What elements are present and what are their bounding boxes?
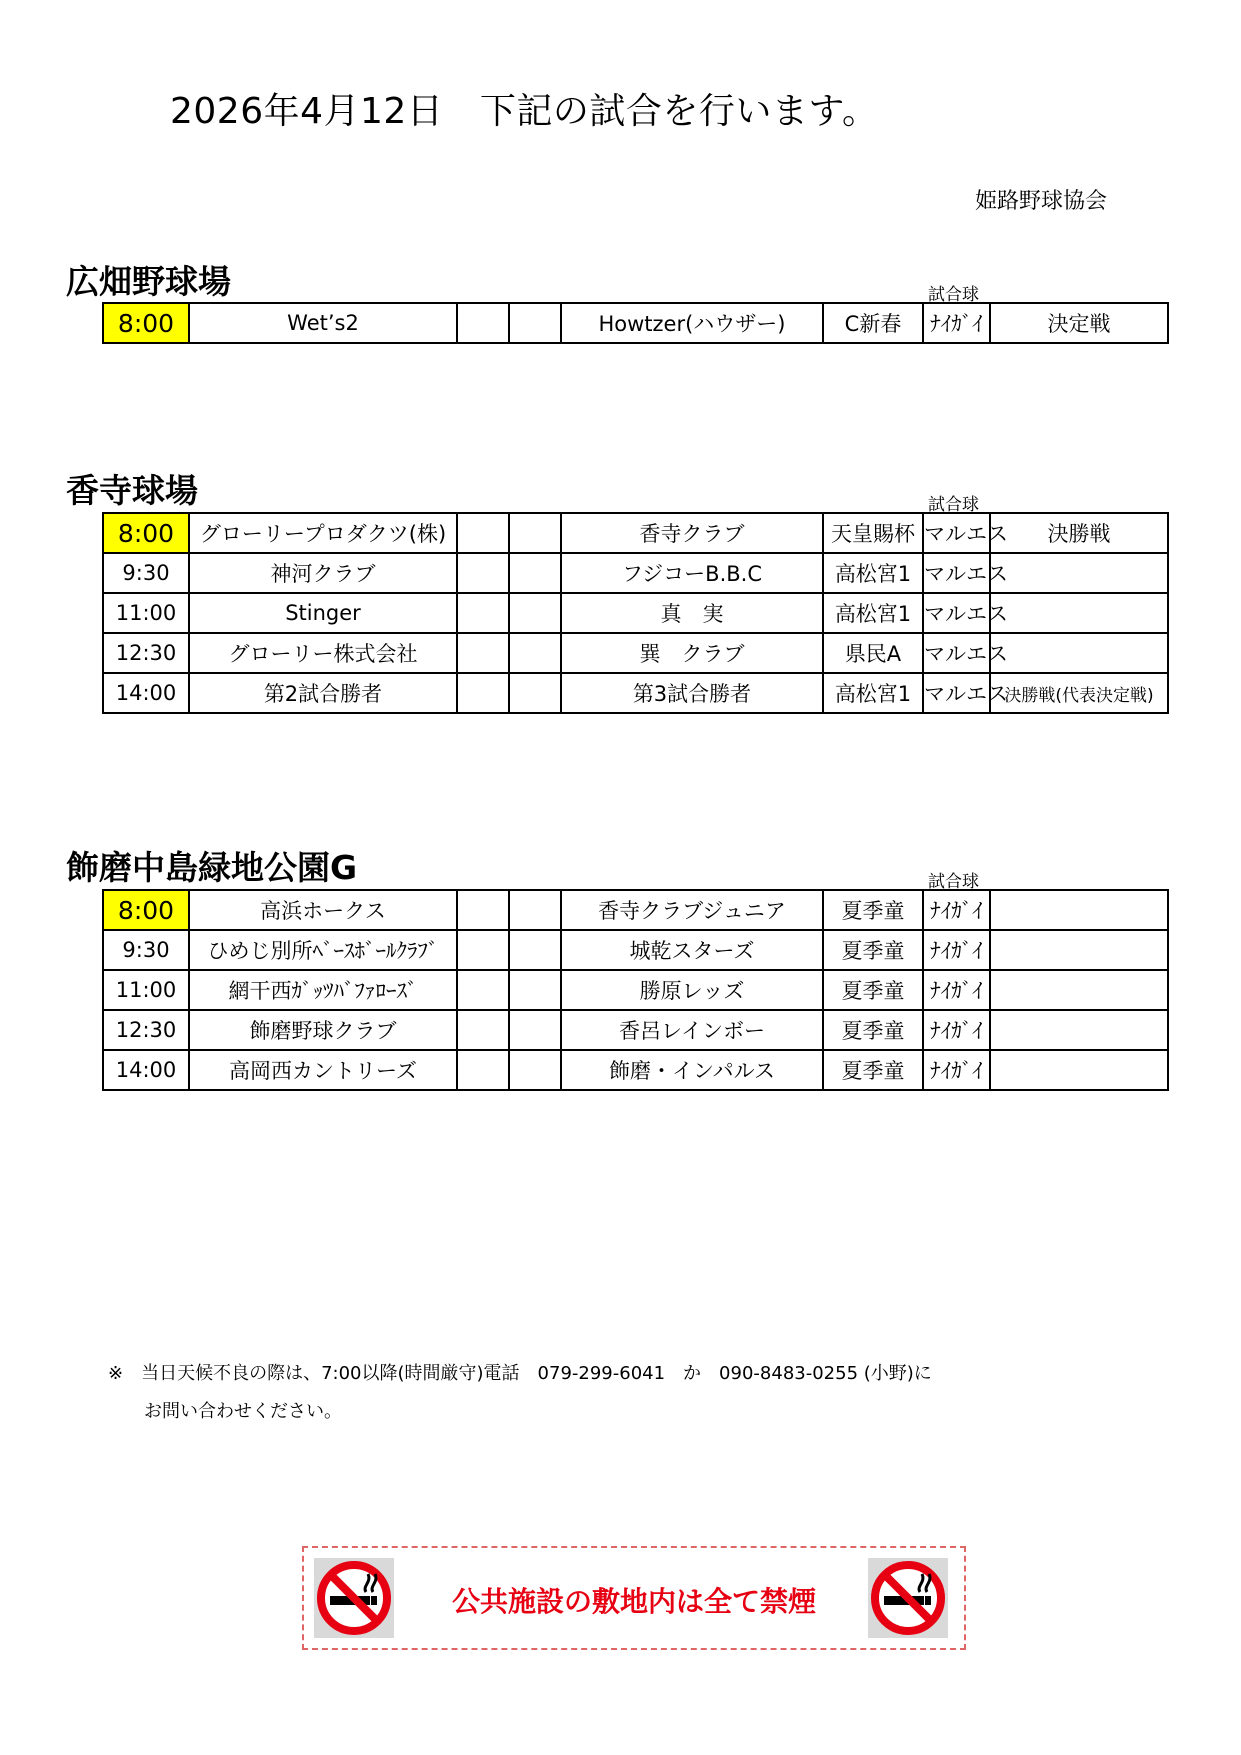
team-away: 香呂レインボー — [561, 1010, 823, 1050]
game-time: 14:00 — [103, 1050, 189, 1090]
score-cell — [457, 633, 509, 673]
game-note: 決勝戦 — [990, 513, 1168, 553]
game-time: 11:00 — [103, 593, 189, 633]
game-ball: ﾅｲｶﾞｲ — [923, 1010, 990, 1050]
organizer: 姫路野球協会 — [975, 189, 1108, 214]
game-ball: ﾅｲｶﾞｲ — [923, 930, 990, 970]
venue-name: 広畑野球場 — [66, 262, 231, 301]
team-home: 第2試合勝者 — [189, 673, 457, 713]
ball-label: 試合球 — [928, 495, 979, 515]
score-cell — [509, 890, 561, 930]
team-home: 高浜ホークス — [189, 890, 457, 930]
team-away: 巽 クラブ — [561, 633, 823, 673]
no-smoking-icon — [868, 1558, 948, 1638]
team-away: 飾磨・インパルス — [561, 1050, 823, 1090]
team-away: 香寺クラブジュニア — [561, 890, 823, 930]
table-row — [103, 1010, 1168, 1050]
game-ball: ﾅｲｶﾞｲ — [923, 1050, 990, 1090]
tournament-category: 天皇賜杯 — [823, 513, 923, 553]
score-cell — [509, 553, 561, 593]
score-cell — [457, 673, 509, 713]
tournament-category: 夏季童 — [823, 970, 923, 1010]
table-row — [103, 553, 1168, 593]
game-note: 決勝戦(代表決定戦) — [990, 673, 1168, 713]
score-cell — [457, 1010, 509, 1050]
score-cell — [509, 673, 561, 713]
no-smoking-text: 公共施設の敷地内は全て禁煙 — [452, 1585, 817, 1618]
venue-name: 香寺球場 — [66, 471, 198, 510]
table-row — [103, 1050, 1168, 1090]
table-row — [103, 970, 1168, 1010]
venue-name: 飾磨中島緑地公園G — [66, 848, 358, 887]
game-time: 9:30 — [103, 553, 189, 593]
table-row — [103, 673, 1168, 713]
team-home: Stinger — [189, 593, 457, 633]
game-ball: ﾅｲｶﾞｲ — [923, 970, 990, 1010]
weather-notice-line2: お問い合わせください。 — [108, 1401, 342, 1422]
ball-label: 試合球 — [928, 285, 979, 305]
score-cell — [457, 513, 509, 553]
score-cell — [509, 970, 561, 1010]
score-cell — [509, 633, 561, 673]
table-row — [103, 930, 1168, 970]
score-cell — [509, 303, 561, 343]
tournament-category: 県民A — [823, 633, 923, 673]
game-ball: マルエス — [923, 513, 990, 553]
team-away: フジコーB.B.C — [561, 553, 823, 593]
score-cell — [509, 930, 561, 970]
tournament-category: 夏季童 — [823, 1050, 923, 1090]
team-home: 網干西ｶﾞｯﾂﾊﾞﾌｧﾛｰｽﾞ — [189, 970, 457, 1010]
tournament-category: 夏季童 — [823, 1010, 923, 1050]
team-away: 勝原レッズ — [561, 970, 823, 1010]
score-cell — [457, 930, 509, 970]
team-away: 城乾スターズ — [561, 930, 823, 970]
game-time: 12:30 — [103, 633, 189, 673]
game-note: 決定戦 — [990, 303, 1168, 343]
game-note — [990, 970, 1168, 1010]
weather-notice-line1: ※ 当日天候不良の際は、7:00以降(時間厳守)電話 079-299-6041 か 090-8483-0255 (小野)に — [108, 1363, 932, 1384]
page-title: 2026年4月12日 下記の試合を行います。 — [170, 91, 879, 132]
team-home: Wet’s2 — [189, 303, 457, 343]
score-cell — [509, 1010, 561, 1050]
game-ball: マルエス — [923, 593, 990, 633]
team-away: Howtzer(ハウザー) — [561, 303, 823, 343]
game-time: 9:30 — [103, 930, 189, 970]
score-cell — [509, 1050, 561, 1090]
game-note — [990, 1050, 1168, 1090]
table-row — [103, 890, 1168, 930]
game-note — [990, 1010, 1168, 1050]
score-cell — [457, 303, 509, 343]
schedule-table — [102, 302, 1169, 344]
score-cell — [457, 593, 509, 633]
score-cell — [457, 890, 509, 930]
ball-label: 試合球 — [928, 872, 979, 892]
game-ball: マルエス — [923, 553, 990, 593]
no-smoking-icon — [314, 1558, 394, 1638]
team-away: 第3試合勝者 — [561, 673, 823, 713]
team-home: 神河クラブ — [189, 553, 457, 593]
game-ball: ﾅｲｶﾞｲ — [923, 303, 990, 343]
game-time: 8:00 — [103, 890, 189, 930]
tournament-category: 夏季童 — [823, 890, 923, 930]
game-note — [990, 593, 1168, 633]
score-cell — [509, 513, 561, 553]
schedule-table — [102, 512, 1169, 714]
game-ball: マルエス — [923, 673, 990, 713]
table-row — [103, 513, 1168, 553]
game-time: 11:00 — [103, 970, 189, 1010]
team-away: 香寺クラブ — [561, 513, 823, 553]
tournament-category: C新春 — [823, 303, 923, 343]
score-cell — [457, 970, 509, 1010]
game-time: 8:00 — [103, 303, 189, 343]
team-away: 真 実 — [561, 593, 823, 633]
score-cell — [509, 593, 561, 633]
table-row — [103, 633, 1168, 673]
score-cell — [457, 553, 509, 593]
game-note — [990, 633, 1168, 673]
tournament-category: 高松宮1 — [823, 673, 923, 713]
team-home: グローリープロダクツ(株) — [189, 513, 457, 553]
tournament-category: 高松宮1 — [823, 593, 923, 633]
team-home: 高岡西カントリーズ — [189, 1050, 457, 1090]
game-time: 8:00 — [103, 513, 189, 553]
team-home: 飾磨野球クラブ — [189, 1010, 457, 1050]
table-row — [103, 593, 1168, 633]
no-smoking-banner — [302, 1546, 966, 1650]
game-note — [990, 890, 1168, 930]
game-ball: ﾅｲｶﾞｲ — [923, 890, 990, 930]
score-cell — [457, 1050, 509, 1090]
team-home: ひめじ別所ﾍﾞｰｽﾎﾞｰﾙｸﾗﾌﾞ — [189, 930, 457, 970]
tournament-category: 夏季童 — [823, 930, 923, 970]
game-ball: マルエス — [923, 633, 990, 673]
game-time: 14:00 — [103, 673, 189, 713]
game-time: 12:30 — [103, 1010, 189, 1050]
tournament-category: 高松宮1 — [823, 553, 923, 593]
schedule-table — [102, 889, 1169, 1091]
table-row — [103, 303, 1168, 343]
game-note — [990, 930, 1168, 970]
game-note — [990, 553, 1168, 593]
team-home: グローリー株式会社 — [189, 633, 457, 673]
